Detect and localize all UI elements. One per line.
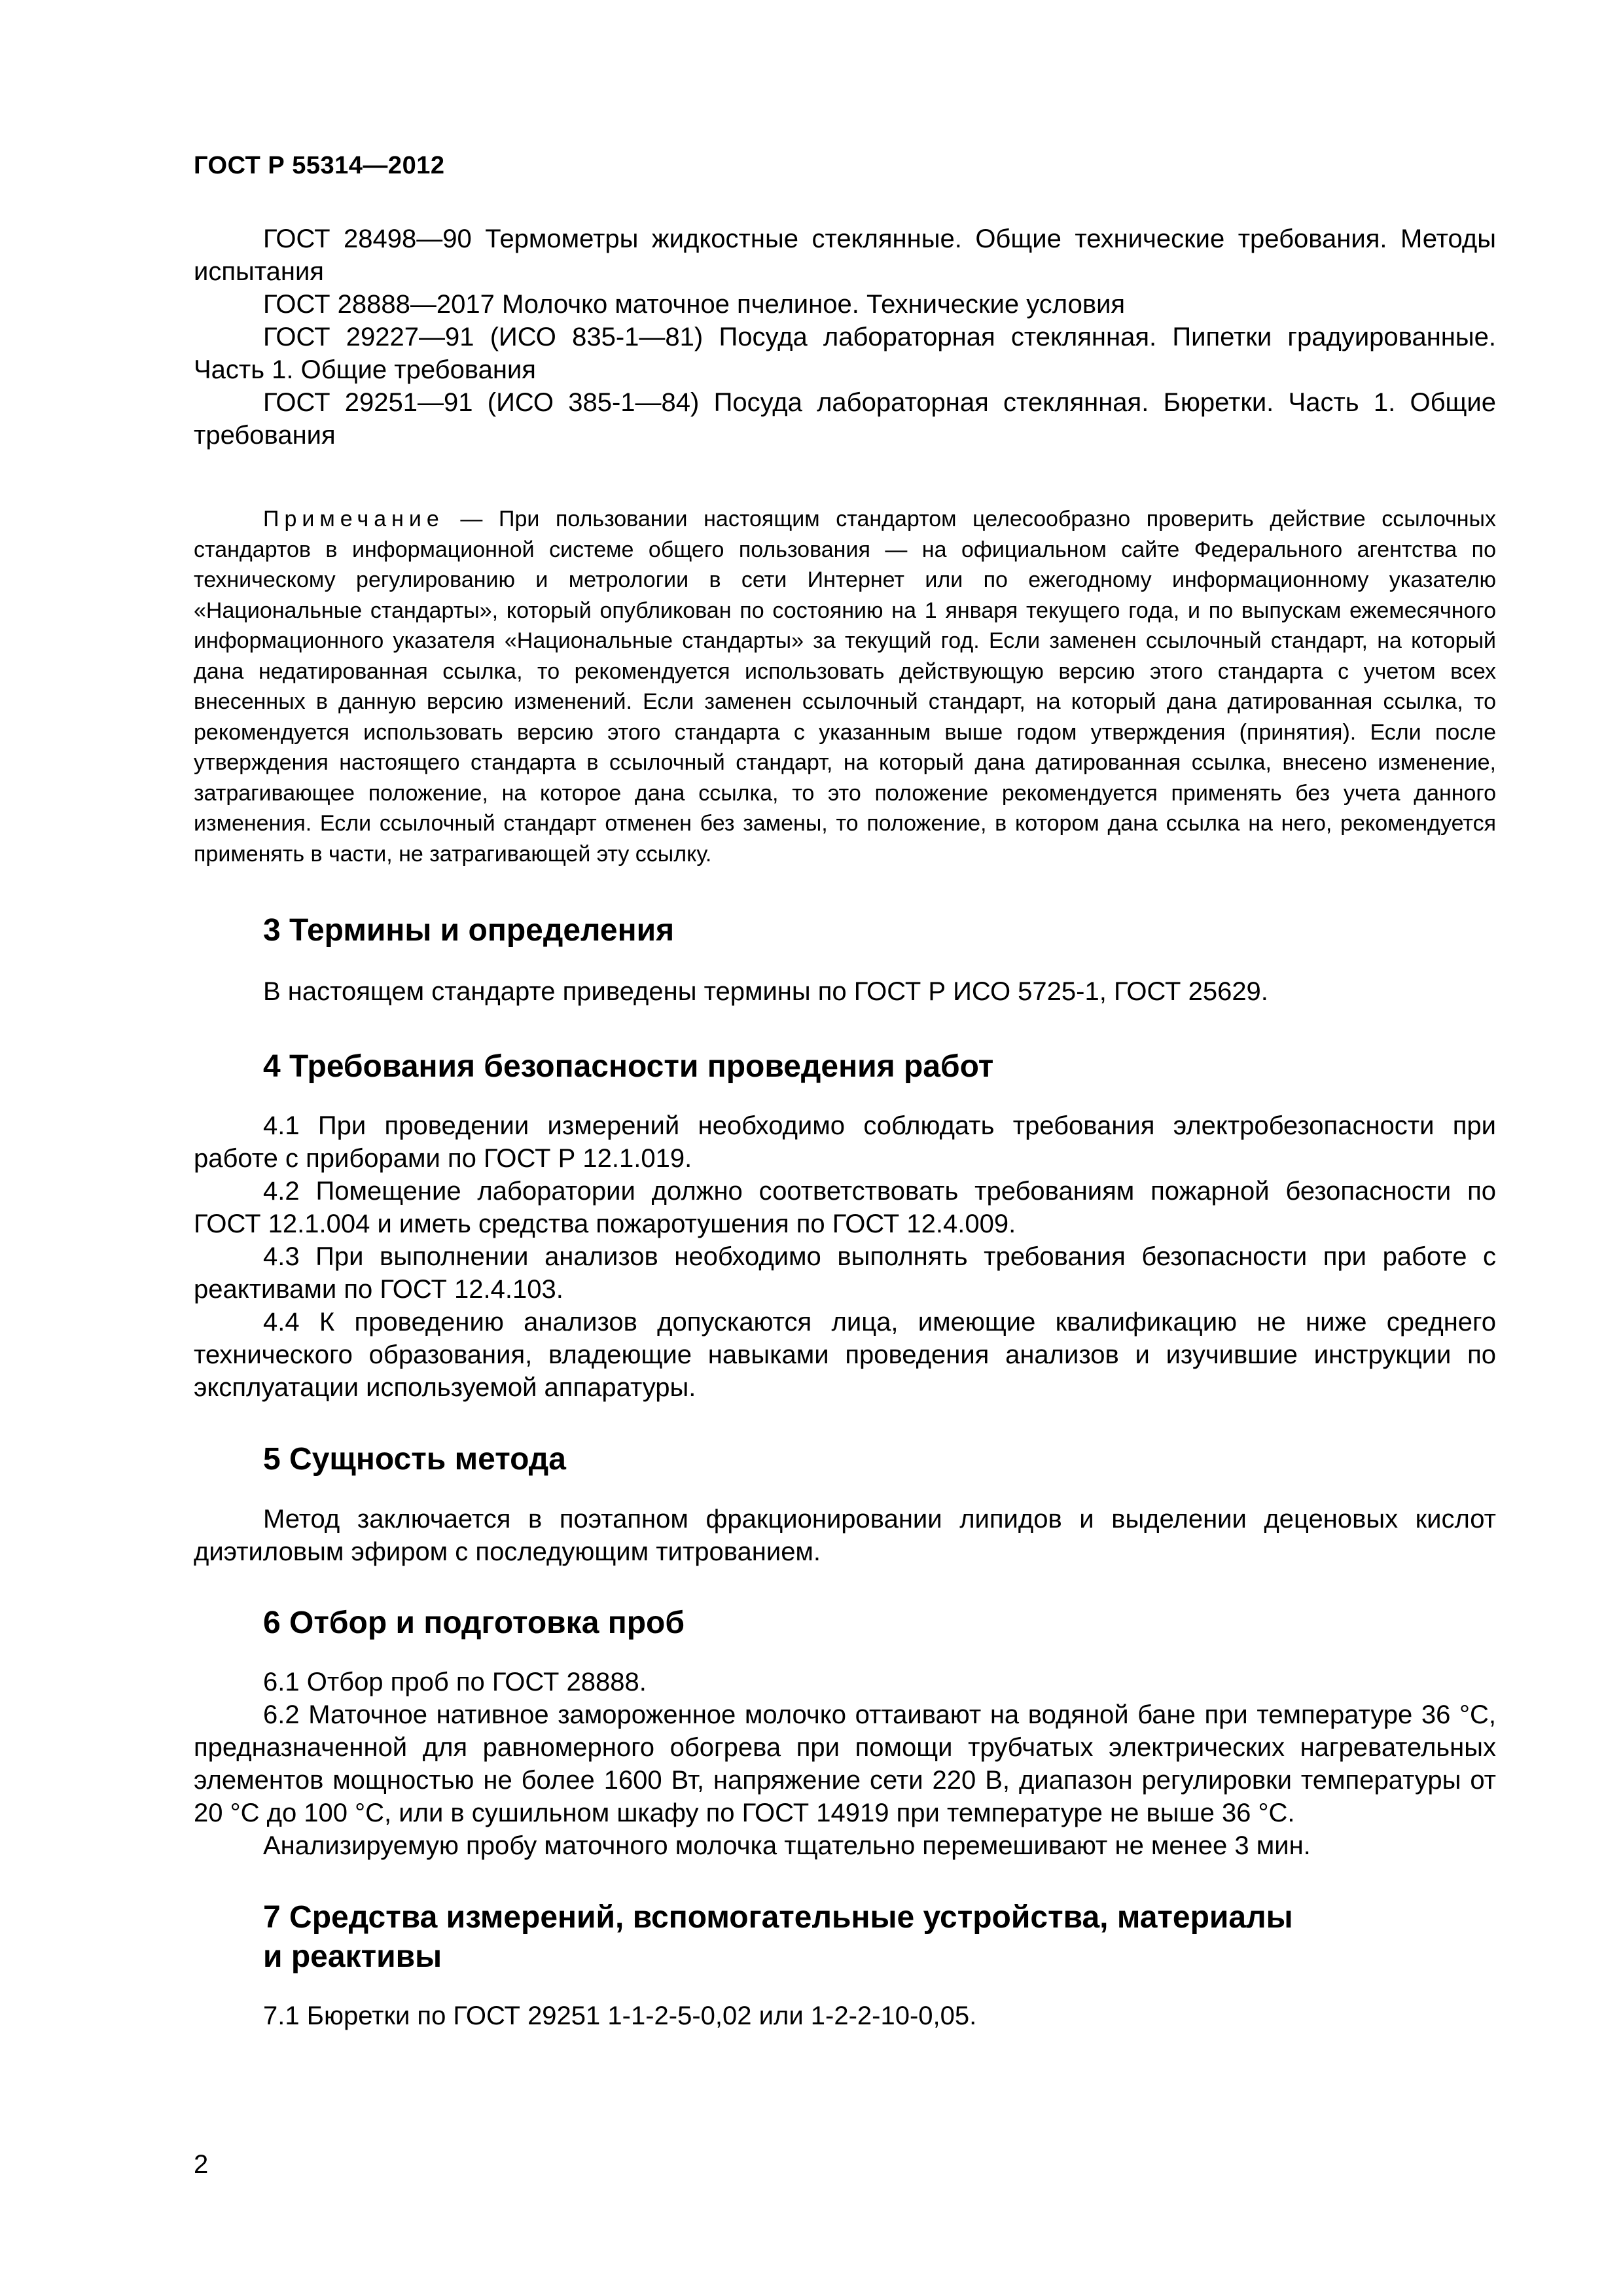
- section-5-body: [194, 1503, 1496, 1568]
- section-heading: 6 Отбор и подготовка проб: [263, 1605, 685, 1640]
- paragraph: 7.1 Бюретки по ГОСТ 29251 1-1-2-5-0,02 или 1-2-2-10-0,05.: [263, 2001, 977, 2030]
- paragraph: Метод заключается в поэтапном фракционировании липидов и выделении деценовых кислот диэтиловым эфиром с последующим титрованием.: [194, 1505, 1496, 1566]
- reference-item: ГОСТ 28888—2017 Молочко маточное пчелиное. Технические условия: [263, 290, 1126, 319]
- paragraph: 4.2 Помещение лаборатории должно соответствовать требованиям пожарной безопасности по ГОСТ 12.1.004 и иметь средства пожаротушения по ГОСТ 12.4.009.: [194, 1177, 1496, 1238]
- section-heading: 3 Термины и определения: [263, 913, 675, 948]
- note-paragraph: [194, 504, 1496, 869]
- section-6-body: [194, 1666, 1496, 1862]
- paragraph: 4.1 При проведении измерений необходимо соблюдать требования электробезопасности при работе с приборами по ГОСТ Р 12.1.019.: [194, 1111, 1496, 1173]
- paragraph: В настоящем стандарте приведены термины по ГОСТ Р ИСО 5725-1, ГОСТ 25629.: [263, 977, 1268, 1006]
- section-heading: 4 Требования безопасности проведения работ: [263, 1049, 994, 1084]
- note-block: [194, 504, 1496, 869]
- paragraph: 4.4 К проведению анализов допускаются лица, имеющие квалификацию не ниже среднего технического образования, владеющие навыками проведения анализов и изучившие инструкции по эксплуатации используемой аппаратуры.: [194, 1308, 1496, 1402]
- paragraph: 4.3 При выполнении анализов необходимо выполнять требования безопасности при работе с реактивами по ГОСТ 12.4.103.: [194, 1242, 1496, 1304]
- note-text: — При пользовании настоящим стандартом целесообразно проверить действие ссылочных стандартов в информационной системе общего пользования — на официальном сайте Федерального агентства по техническому регулированию и метрологии в сети Интернет или по ежегодному информационному указателю «Национальные стандарты», который опубликован по состоянию на 1 января текущего года, и по выпускам ежемесячного информационного указателя «Национальные стандарты» за текущий год. Если заменен ссылочный стандарт, на который дана недатированная ссылка, то рекомендуется использовать действующую версию этого стандарта с учетом всех внесенных в данную версию изменений. Если заменен ссылочный стандарт, на который дана датированная ссылка, то рекомендуется использовать версию этого стандарта с указанным выше годом утверждения (принятия). Если после утверждения настоящего стандарта в ссылочный стандарт, на который дана датированная ссылка, внесено изменение, затрагивающее положение, на которое дана ссылка, то это положение рекомендуется применять без учета данного изменения. Если ссылочный стандарт отменен без замены, то положение, в котором дана ссылка на него, рекомендуется применять в части, не затрагивающей эту ссылку.: [194, 507, 1496, 867]
- section-6: [194, 1604, 1496, 1643]
- section-3: [194, 911, 1496, 950]
- note-label: Примечание: [263, 507, 444, 531]
- paragraph: 6.2 Маточное нативное замороженное молочко оттаивают на водяной бане при температуре 36 °С, предназначенной для равномерного обогрева при помощи трубчатых электрических нагревательных элементов мощностью не более 1600 Вт, напряжение сети 220 В, диапазон регулировки температуры от 20 °С до 100 °С, или в сушильном шкафу по ГОСТ 14919 при температуре не выше 36 °С.: [194, 1700, 1496, 1827]
- document-header: ГОСТ Р 55314—2012: [194, 152, 445, 179]
- section-heading: 7 Средства измерений, вспомогательные устройства, материалы: [263, 1900, 1293, 1935]
- section-heading-continuation: и реактивы: [263, 1939, 442, 1974]
- page-number: 2: [194, 2150, 209, 2179]
- section-3-body: [194, 975, 1496, 1008]
- section-7: [194, 1898, 1496, 1977]
- section-7-body: [194, 2000, 1496, 2032]
- reference-item: ГОСТ 29251—91 (ИСО 385-1—84) Посуда лабораторная стеклянная. Бюретки. Часть 1. Общие требования: [194, 388, 1496, 450]
- section-4-body: [194, 1109, 1496, 1404]
- reference-item: ГОСТ 29227—91 (ИСО 835-1—81) Посуда лабораторная стеклянная. Пипетки градуированные. Часть 1. Общие требования: [194, 323, 1496, 384]
- paragraph: Анализируемую пробу маточного молочка тщательно перемешивают не менее 3 мин.: [263, 1831, 1311, 1860]
- section-5: [194, 1440, 1496, 1479]
- paragraph: 6.1 Отбор проб по ГОСТ 28888.: [263, 1668, 647, 1696]
- reference-list: [194, 223, 1496, 452]
- section-4: [194, 1047, 1496, 1086]
- section-heading: 5 Сущность метода: [263, 1442, 566, 1477]
- reference-item: ГОСТ 28498—90 Термометры жидкостные стеклянные. Общие технические требования. Методы испытания: [194, 224, 1496, 286]
